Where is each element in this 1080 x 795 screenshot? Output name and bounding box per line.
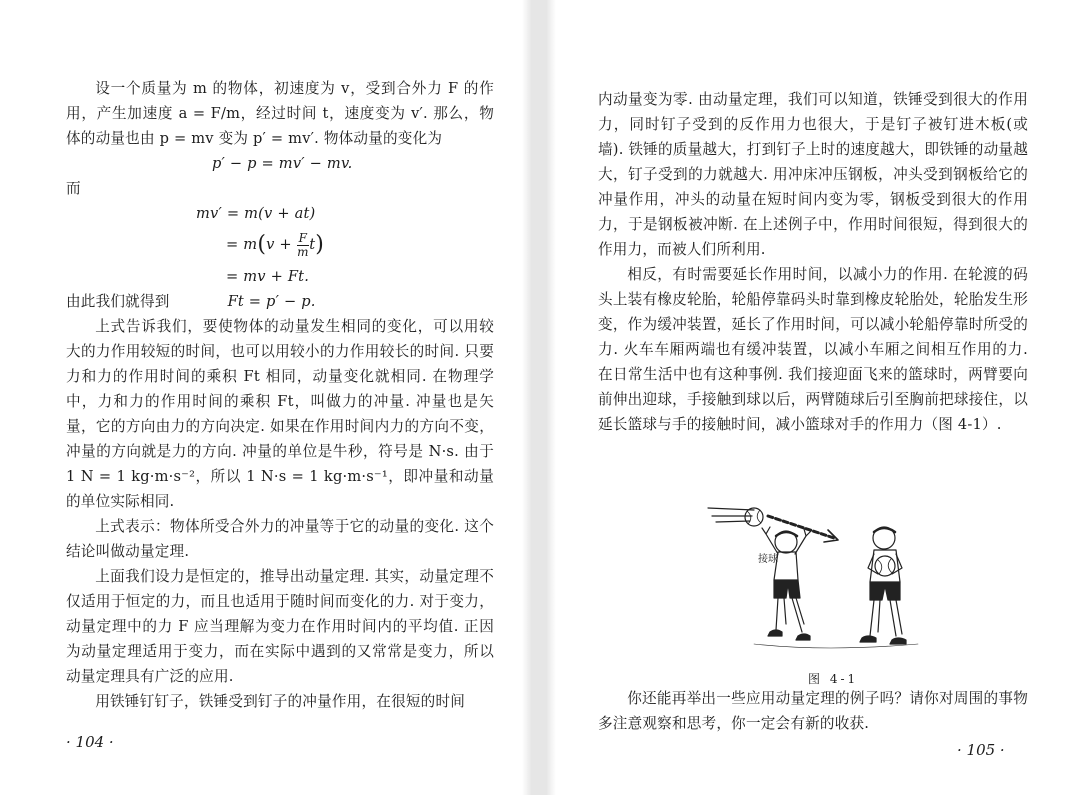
right-page-text-bottom [598, 686, 1028, 736]
word-er: 而 [66, 180, 81, 197]
fraction-denominator: m [297, 244, 309, 259]
equation-derivation-3: = mv + Ft. [226, 268, 310, 285]
paragraph-hammer-continued: 内动量变为零. 由动量定理，我们可以知道，铁锤受到很大的作用力，同时钉子受到的反作用力也很大，于是钉子被钉进木板(或墙). 铁锤的质量越大，打到钉子上时的速度越大，即铁锤的动量越大，钉子受到的力就越大. 用冲床冲压钢板，冲头受到钢板给它的冲量作用，冲头的动量在短时间内变为零，钢板受到很大的作用力，于是钢板被冲断. 在上述例子中，作用时间很短，得到很大的作用力，而被人们所利用. [598, 91, 1028, 258]
equation-derivation-1: mv′ = m(v + at) [196, 205, 316, 222]
equation-derivation-2 [66, 226, 494, 264]
figure-label-catch: 接球 [758, 554, 778, 565]
paragraph-impulse-definition: 上式告诉我们，要使物体的动量发生相同的变化，可以用较大的力作用较短的时间，也可以用较小的力作用较长的时间. 只要力和力的作用时间的乘积 Ft 相同，动量变化就相同. 在物理学中，力和力的作用时间的乘积 Ft，叫做力的冲量. 冲量也是矢量，它的方向由力的方向决定. 如果在作用时间内力的方向不变，冲量的方向就是力的方向. 冲量的单位是牛秒，符号是 N·s. 由于 1 N = 1 kg·m·s⁻²，所以 1 N·s = 1 kg·m·s⁻¹，即冲量和动量的单位实际相同. [66, 318, 494, 510]
eq3-t: t [309, 236, 316, 253]
page-number-left: · 104 · [66, 733, 114, 751]
catching-ball-illustration [706, 494, 936, 669]
equation-momentum-change: p′ − p = mv′ − mv. [212, 155, 353, 172]
fraction-numerator: F [298, 230, 308, 245]
left-page-text [66, 76, 494, 714]
paragraph-hammer-example: 用铁锤钉钉子，铁锤受到钉子的冲量作用，在很短的时间 [95, 693, 466, 710]
figure-caption: 图 4-1 [808, 672, 859, 686]
paragraph-momentum-theorem: 上式表示：物体所受合外力的冲量等于它的动量的变化. 这个结论叫做动量定理. [66, 518, 494, 560]
right-page-text-top [598, 87, 1028, 437]
eq3-prefix: = m [226, 236, 258, 253]
right-paren: ) [315, 232, 325, 257]
paragraph-closing-question: 你还能再举出一些应用动量定理的例子吗？请你对周围的事物多注意观察和思考，你一定会有新的收获. [598, 690, 1028, 732]
impulse-theorem-equation: Ft = p′ − p. [227, 293, 316, 310]
left-page [0, 0, 532, 795]
paragraph-extend-time: 相反，有时需要延长作用时间，以减小力的作用. 在轮渡的码头上装有橡皮轮胎，轮船停靠码头时靠到橡皮轮胎处，轮胎发生形变，作为缓冲装置，延长了作用时间，可以减小轮船停靠时所受的力. 火车车厢两端也有缓冲装置，以减小车厢之间相互作用的力. 在日常生活中也有这种事例. 我们接迎面飞来的篮球时，两臂要向前伸出迎球，手接触到球以后，两臂随球后引至胸前把球接住，以延长篮球与手的接触时间，减小篮球对手的作用力（图 4-1）. [598, 266, 1028, 433]
eq3-v: v + [266, 236, 292, 253]
page-number-right: · 105 · [957, 741, 1005, 759]
paragraph-variable-force: 上面我们设力是恒定的，推导出动量定理. 其实，动量定理不仅适用于恒定的力，而且也适用于随时间而变化的力. 对于变力，动量定理中的力 F 应当理解为变力在作用时间内的平均值. 正因为动量定理适用于变力，而在实际中遇到的又常常是变力，所以动量定理具有广泛的应用. [66, 568, 494, 685]
paragraph-setup: 设一个质量为 m 的物体，初速度为 v，受到合外力 F 的作用，产生加速度 a = F/m，经过时间 t，速度变为 v′. 那么，物体的动量也由 p = mv 变为 p′ = mv′. 物体动量的变化为 [66, 80, 494, 147]
conclusion-line [66, 289, 494, 314]
figure-catching-ball [706, 494, 936, 684]
fraction-f-over-m [297, 232, 310, 259]
conclusion-text: 由此我们就得到 [66, 293, 170, 310]
gutter-shadow [546, 0, 556, 795]
right-page [546, 0, 1080, 795]
gutter-shadow [522, 0, 532, 795]
left-paren: ( [257, 232, 267, 257]
